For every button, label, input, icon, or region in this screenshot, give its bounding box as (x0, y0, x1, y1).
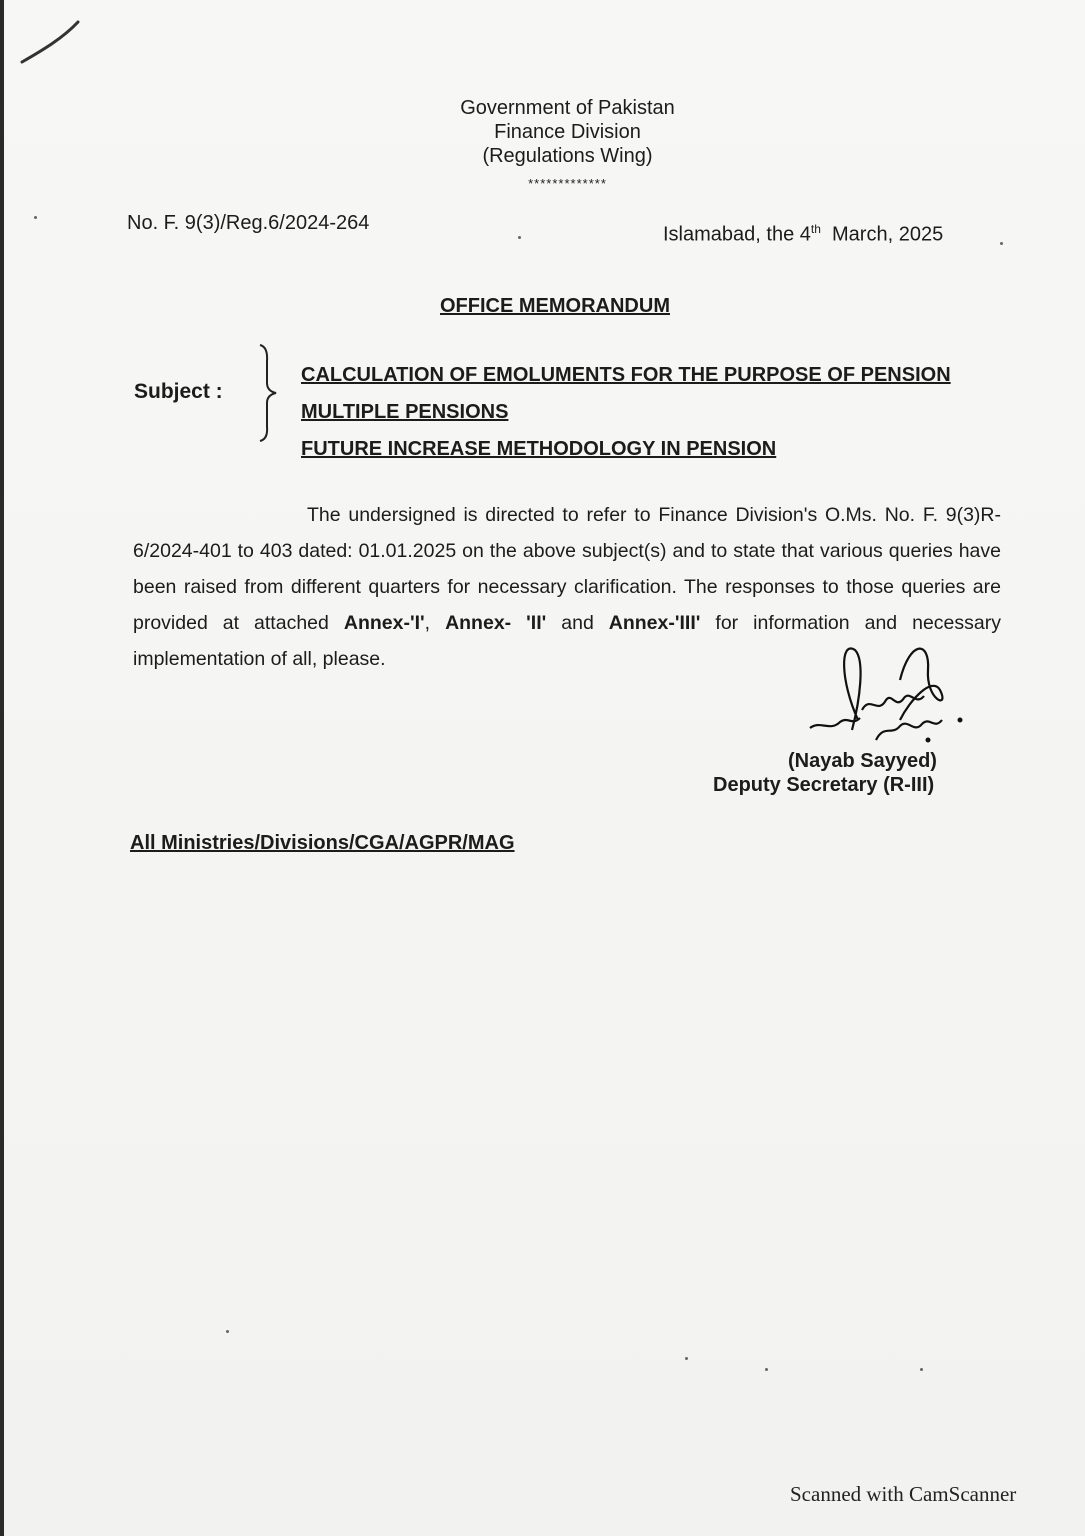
subject-brace (254, 343, 284, 443)
subject-label: Subject : (134, 380, 223, 403)
date-prefix: Islamabad, the 4 (663, 223, 811, 246)
subject-lines (301, 357, 951, 468)
subject-line-1: CALCULATION OF EMOLUMENTS FOR THE PURPOSE OF PENSION (301, 364, 951, 386)
body-text-2: for information and necessary implementation of all, please. (133, 612, 1001, 670)
distribution-list: All Ministries/Divisions/CGA/AGPR/MAG (130, 832, 515, 854)
handwritten-signature (800, 640, 970, 760)
memo-title: OFFICE MEMORANDUM (440, 295, 670, 317)
scan-speck (226, 1330, 229, 1333)
letterhead (0, 96, 1085, 196)
signatory-name: (Nayab Sayyed) (788, 750, 937, 772)
body-text-1: The undersigned is directed to refer to Finance Division's O.Ms. No. F. 9(3)R-6/2024-401 to 403 dated: 01.01.2025 on the above subject(s) and to state that various queries have been raised from different quarters for necessary clarification. The responses to those queries are provided at attached (133, 504, 1001, 634)
scan-speck (765, 1368, 768, 1371)
scan-speck (518, 236, 521, 239)
letterhead-stars: ************* (528, 176, 607, 191)
scanner-watermark: Scanned with CamScanner (790, 1482, 1017, 1506)
body-sep-1: , (424, 612, 446, 634)
signatory-title: Deputy Secretary (R-III) (713, 774, 935, 796)
letterhead-division: Finance Division (494, 121, 641, 143)
scan-speck (685, 1357, 688, 1360)
scan-speck (1000, 242, 1003, 245)
letterhead-wing: (Regulations Wing) (482, 145, 653, 167)
scan-speck (920, 1368, 923, 1371)
annex-1: Annex-'I' (343, 612, 425, 634)
issue-date (663, 222, 943, 247)
subject-line-2: MULTIPLE PENSIONS (301, 401, 509, 423)
date-ordinal: th (810, 222, 821, 236)
scan-mark (18, 10, 108, 70)
body-sep-2: and (546, 612, 609, 634)
subject-line-3: FUTURE INCREASE METHODOLOGY IN PENSION (301, 438, 777, 460)
annex-3: Annex-'III' (608, 612, 701, 634)
scan-speck (34, 216, 37, 219)
annex-2: Annex- 'II' (445, 612, 547, 634)
date-month-year: March, 2025 (832, 223, 944, 246)
scan-edge (0, 0, 4, 1536)
reference-number: No. F. 9(3)/Reg.6/2024-264 (127, 212, 370, 234)
letterhead-government: Government of Pakistan (460, 97, 675, 119)
